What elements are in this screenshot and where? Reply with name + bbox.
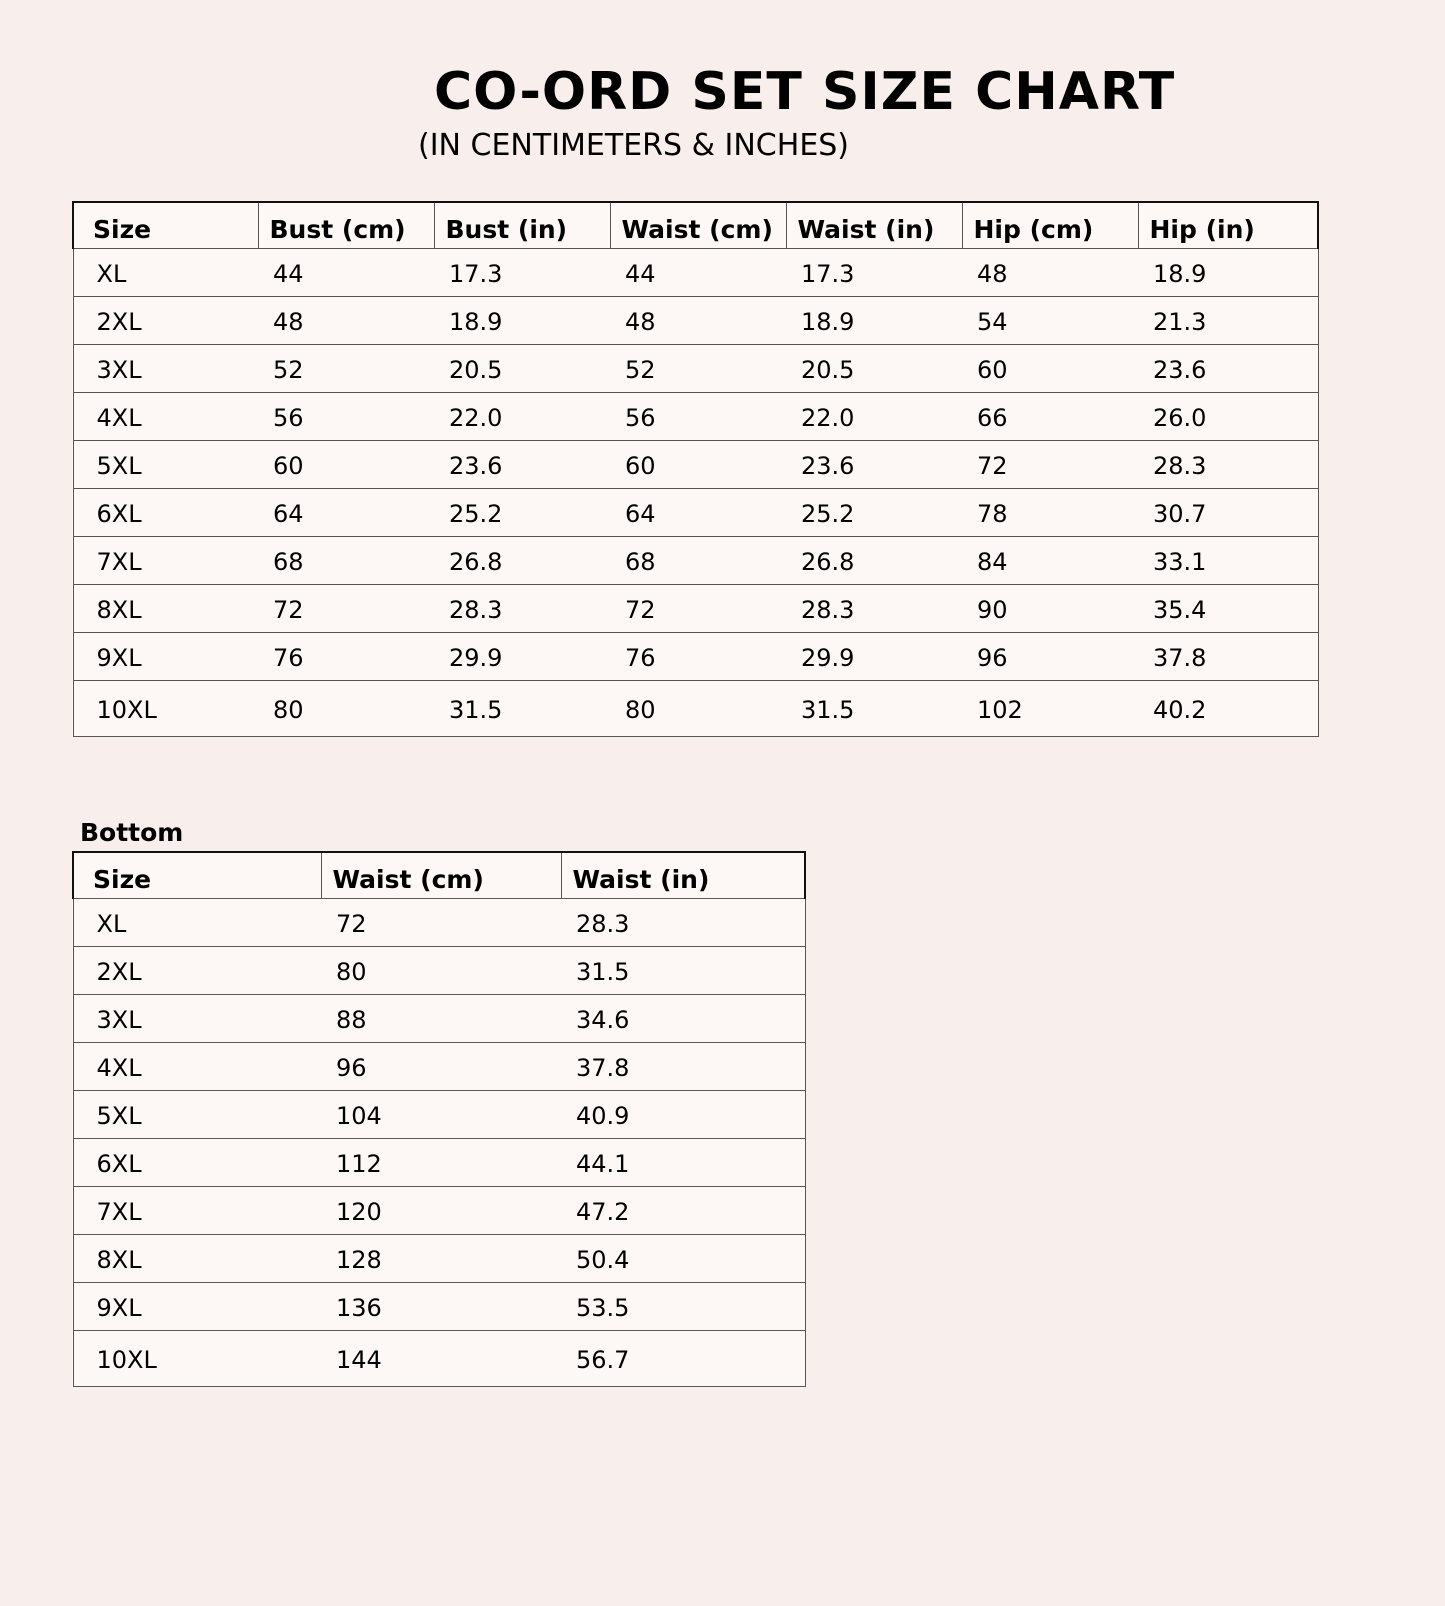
bottom-section-label: Bottom bbox=[80, 818, 184, 847]
cell-waist-in: 37.8 bbox=[561, 1042, 805, 1090]
cell-waist-in: 20.5 bbox=[786, 344, 962, 392]
cell-waist-cm: 88 bbox=[321, 994, 561, 1042]
cell-size: 5XL bbox=[73, 1090, 321, 1138]
cell-size: 2XL bbox=[73, 946, 321, 994]
table-row bbox=[73, 488, 1318, 536]
cell-waist-cm: 80 bbox=[321, 946, 561, 994]
cell-hip-in: 23.6 bbox=[1138, 344, 1318, 392]
cell-waist-cm: 112 bbox=[321, 1138, 561, 1186]
cell-bust-cm: 56 bbox=[258, 392, 434, 440]
table-row bbox=[73, 1186, 805, 1234]
cell-bust-in: 25.2 bbox=[434, 488, 610, 536]
cell-size: 7XL bbox=[73, 536, 258, 584]
table-row bbox=[73, 440, 1318, 488]
table-row bbox=[73, 1138, 805, 1186]
table-row bbox=[73, 1282, 805, 1330]
cell-waist-in: 18.9 bbox=[786, 296, 962, 344]
cell-waist-in: 28.3 bbox=[786, 584, 962, 632]
cell-size: 7XL bbox=[73, 1186, 321, 1234]
cell-waist-cm: 64 bbox=[610, 488, 786, 536]
cell-bust-in: 17.3 bbox=[434, 248, 610, 296]
cell-bust-in: 29.9 bbox=[434, 632, 610, 680]
table-row bbox=[73, 680, 1318, 736]
table-header-row bbox=[73, 852, 805, 898]
cell-bust-in: 18.9 bbox=[434, 296, 610, 344]
cell-waist-in: 31.5 bbox=[561, 946, 805, 994]
column-header-bust-cm: Bust (cm) bbox=[258, 202, 434, 248]
cell-size: XL bbox=[73, 898, 321, 946]
cell-waist-cm: 68 bbox=[610, 536, 786, 584]
cell-bust-in: 20.5 bbox=[434, 344, 610, 392]
cell-waist-in: 28.3 bbox=[561, 898, 805, 946]
cell-bust-cm: 44 bbox=[258, 248, 434, 296]
cell-hip-cm: 102 bbox=[977, 696, 1023, 724]
cell-bust-in: 23.6 bbox=[434, 440, 610, 488]
cell-waist-cm: 80 bbox=[625, 696, 656, 724]
cell-hip-cm: 78 bbox=[962, 488, 1138, 536]
cell-hip-in: 26.0 bbox=[1138, 392, 1318, 440]
cell-size: 3XL bbox=[73, 994, 321, 1042]
table-row bbox=[73, 1090, 805, 1138]
cell-bust-cm: 80 bbox=[273, 696, 304, 724]
column-header-waist-cm: Waist (cm) bbox=[321, 852, 561, 898]
cell-waist-cm: 72 bbox=[321, 898, 561, 946]
table-row bbox=[73, 632, 1318, 680]
table-row bbox=[73, 994, 805, 1042]
table-row bbox=[73, 536, 1318, 584]
table-row bbox=[73, 248, 1318, 296]
cell-waist-cm: 104 bbox=[321, 1090, 561, 1138]
cell-size: 10XL bbox=[96, 696, 157, 724]
cell-bust-cm: 68 bbox=[258, 536, 434, 584]
cell-waist-cm: 44 bbox=[610, 248, 786, 296]
cell-waist-in: 53.5 bbox=[561, 1282, 805, 1330]
cell-waist-in: 56.7 bbox=[576, 1346, 630, 1374]
cell-hip-cm: 66 bbox=[962, 392, 1138, 440]
cell-size: 5XL bbox=[73, 440, 258, 488]
cell-bust-cm: 64 bbox=[258, 488, 434, 536]
column-header-waist-in: Waist (in) bbox=[561, 852, 805, 898]
column-header-hip-in: Hip (in) bbox=[1138, 202, 1318, 248]
cell-bust-cm: 76 bbox=[258, 632, 434, 680]
cell-hip-in: 18.9 bbox=[1138, 248, 1318, 296]
cell-bust-in: 31.5 bbox=[449, 696, 503, 724]
cell-waist-cm: 136 bbox=[321, 1282, 561, 1330]
cell-waist-in: 26.8 bbox=[786, 536, 962, 584]
cell-size: 9XL bbox=[73, 632, 258, 680]
cell-waist-cm: 48 bbox=[610, 296, 786, 344]
table-row bbox=[73, 344, 1318, 392]
table-row bbox=[73, 1042, 805, 1090]
cell-hip-cm: 54 bbox=[962, 296, 1138, 344]
cell-hip-cm: 60 bbox=[962, 344, 1138, 392]
cell-hip-in: 37.8 bbox=[1138, 632, 1318, 680]
column-header-size: Size bbox=[73, 202, 258, 248]
cell-waist-in: 50.4 bbox=[561, 1234, 805, 1282]
cell-waist-cm: 120 bbox=[321, 1186, 561, 1234]
cell-waist-in: 17.3 bbox=[786, 248, 962, 296]
cell-size: 10XL bbox=[96, 1346, 157, 1374]
cell-size: 9XL bbox=[73, 1282, 321, 1330]
cell-size: 4XL bbox=[73, 392, 258, 440]
table-row bbox=[73, 1330, 805, 1386]
cell-waist-in: 44.1 bbox=[561, 1138, 805, 1186]
cell-hip-cm: 96 bbox=[962, 632, 1138, 680]
cell-hip-cm: 84 bbox=[962, 536, 1138, 584]
cell-hip-in: 40.2 bbox=[1153, 696, 1207, 724]
page-title: CO-ORD SET SIZE CHART bbox=[434, 62, 1176, 122]
column-header-hip-cm: Hip (cm) bbox=[962, 202, 1138, 248]
column-header-waist-in: Waist (in) bbox=[786, 202, 962, 248]
cell-waist-in: 40.9 bbox=[561, 1090, 805, 1138]
cell-waist-cm: 60 bbox=[610, 440, 786, 488]
table-row bbox=[73, 1234, 805, 1282]
cell-hip-cm: 90 bbox=[962, 584, 1138, 632]
cell-waist-cm: 96 bbox=[321, 1042, 561, 1090]
cell-bust-cm: 72 bbox=[258, 584, 434, 632]
cell-hip-in: 21.3 bbox=[1138, 296, 1318, 344]
cell-hip-in: 33.1 bbox=[1138, 536, 1318, 584]
cell-size: 6XL bbox=[73, 488, 258, 536]
cell-waist-in: 34.6 bbox=[561, 994, 805, 1042]
cell-bust-cm: 48 bbox=[258, 296, 434, 344]
cell-waist-cm: 128 bbox=[321, 1234, 561, 1282]
cell-bust-in: 26.8 bbox=[434, 536, 610, 584]
cell-bust-in: 22.0 bbox=[434, 392, 610, 440]
cell-hip-in: 35.4 bbox=[1138, 584, 1318, 632]
cell-size: 6XL bbox=[73, 1138, 321, 1186]
table-header-row bbox=[73, 202, 1318, 248]
cell-waist-cm: 76 bbox=[610, 632, 786, 680]
cell-waist-cm: 144 bbox=[336, 1346, 382, 1374]
cell-waist-in: 31.5 bbox=[801, 696, 855, 724]
table-row bbox=[73, 392, 1318, 440]
cell-size: 8XL bbox=[73, 1234, 321, 1282]
page-subtitle: (IN CENTIMETERS & INCHES) bbox=[418, 128, 850, 163]
cell-waist-in: 47.2 bbox=[561, 1186, 805, 1234]
cell-waist-in: 23.6 bbox=[786, 440, 962, 488]
cell-bust-cm: 52 bbox=[258, 344, 434, 392]
table-row bbox=[73, 898, 805, 946]
cell-size: 2XL bbox=[73, 296, 258, 344]
cell-size: 8XL bbox=[73, 584, 258, 632]
cell-size: 4XL bbox=[73, 1042, 321, 1090]
column-header-bust-in: Bust (in) bbox=[434, 202, 610, 248]
cell-hip-in: 30.7 bbox=[1138, 488, 1318, 536]
top-size-table bbox=[72, 201, 1319, 737]
column-header-size: Size bbox=[73, 852, 321, 898]
cell-waist-in: 29.9 bbox=[786, 632, 962, 680]
cell-hip-cm: 48 bbox=[962, 248, 1138, 296]
cell-hip-cm: 72 bbox=[962, 440, 1138, 488]
cell-bust-cm: 60 bbox=[258, 440, 434, 488]
bottom-size-table bbox=[72, 851, 806, 1387]
table-row bbox=[73, 946, 805, 994]
cell-waist-in: 25.2 bbox=[786, 488, 962, 536]
cell-waist-cm: 72 bbox=[610, 584, 786, 632]
cell-size: XL bbox=[73, 248, 258, 296]
column-header-waist-cm: Waist (cm) bbox=[610, 202, 786, 248]
table-row bbox=[73, 584, 1318, 632]
cell-waist-cm: 52 bbox=[610, 344, 786, 392]
cell-hip-in: 28.3 bbox=[1138, 440, 1318, 488]
cell-bust-in: 28.3 bbox=[434, 584, 610, 632]
table-row bbox=[73, 296, 1318, 344]
cell-size: 3XL bbox=[73, 344, 258, 392]
cell-waist-cm: 56 bbox=[610, 392, 786, 440]
cell-waist-in: 22.0 bbox=[786, 392, 962, 440]
